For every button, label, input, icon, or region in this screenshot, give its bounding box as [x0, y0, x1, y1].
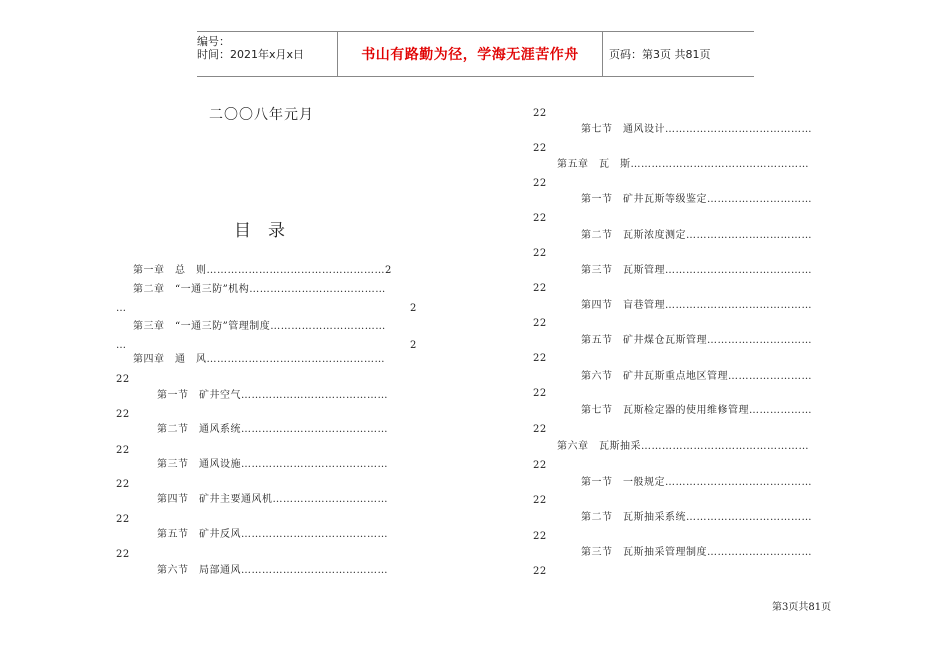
toc-page-number: 22 — [533, 283, 547, 294]
toc-entry: 第七节 瓦斯检定器的使用维修管理……………… — [581, 405, 812, 416]
header-page-label: 页码：第3页 共81页 — [609, 48, 711, 61]
document-date: 二〇〇八年元月 — [209, 107, 314, 123]
toc-page-number: 22 — [116, 514, 130, 525]
page-footer: 第3页共81页 — [772, 602, 832, 613]
toc-title: 目 录 — [234, 221, 285, 241]
toc-page-number: 22 — [116, 409, 130, 420]
page-header — [197, 31, 754, 77]
toc-entry: 第四节 矿井主要通风机…………………………… — [157, 494, 388, 505]
toc-entry: 第一节 矿井瓦斯等级鉴定………………………… — [581, 194, 812, 205]
toc-entry: 第三节 通风设施…………………………………… — [157, 459, 388, 470]
toc-page-number: 22 — [533, 178, 547, 189]
toc-entry: 第五节 矿井煤仓瓦斯管理………………………… — [581, 335, 812, 346]
toc-page-number: 22 — [533, 213, 547, 224]
toc-page-number: 22 — [533, 248, 547, 259]
toc-entry: 第一章 总 则……………………………………………2 — [133, 265, 392, 276]
toc-page-number: 2 — [410, 340, 417, 351]
header-motto: 书山有路勤为径，学海无涯苦作舟 — [337, 32, 603, 76]
toc-page-number: 22 — [116, 445, 130, 456]
toc-page-number: 22 — [533, 388, 547, 399]
toc-entry: 第二节 通风系统…………………………………… — [157, 424, 388, 435]
toc-entry: 第六节 矿井瓦斯重点地区管理…………………… — [581, 371, 812, 382]
toc-page-number: 22 — [533, 424, 547, 435]
toc-page-number: 22 — [533, 353, 547, 364]
toc-page-number: 22 — [533, 318, 547, 329]
toc-entry: 第六节 局部通风…………………………………… — [157, 565, 388, 576]
toc-entry: 第五节 矿井反风…………………………………… — [157, 529, 388, 540]
toc-page-number: 22 — [533, 495, 547, 506]
toc-page-number: 22 — [533, 143, 547, 154]
toc-entry: 第二节 瓦斯浓度测定……………………………… — [581, 230, 812, 241]
toc-page-number: 22 — [533, 460, 547, 471]
time-label: 时间：2021年x月x日 — [197, 48, 305, 61]
toc-page-number: … — [116, 340, 127, 351]
toc-entry: 第三章 “一通三防”管理制度…………………………… — [133, 321, 386, 332]
toc-entry: 第五章 瓦 斯…………………………………………… — [557, 159, 809, 170]
number-label: 编号： — [197, 35, 230, 48]
toc-page-number: 22 — [116, 479, 130, 490]
toc-entry: 第七节 通风设计…………………………………… — [581, 124, 812, 135]
toc-entry: 第三节 瓦斯抽采管理制度………………………… — [581, 547, 812, 558]
toc-entry: 第二章 “一通三防”机构………………………………… — [133, 284, 386, 295]
toc-page-number: … — [116, 303, 127, 314]
toc-page-number: 2 — [410, 303, 417, 314]
toc-entry: 第六章 瓦斯抽采………………………………………… — [557, 441, 809, 452]
toc-page-number: 22 — [533, 566, 547, 577]
toc-entry: 第一节 矿井空气…………………………………… — [157, 390, 388, 401]
toc-page-number: 22 — [116, 374, 130, 385]
toc-entry: 第一节 一般规定…………………………………… — [581, 477, 812, 488]
toc-page-number: 22 — [533, 108, 547, 119]
toc-entry: 第二节 瓦斯抽采系统……………………………… — [581, 512, 812, 523]
toc-entry: 第四节 盲巷管理…………………………………… — [581, 300, 812, 311]
toc-entry: 第三节 瓦斯管理…………………………………… — [581, 265, 812, 276]
toc-page-number: 22 — [533, 531, 547, 542]
header-meta — [197, 32, 337, 79]
toc-entry: 第四章 通 风…………………………………………… — [133, 354, 385, 365]
toc-page-number: 22 — [116, 549, 130, 560]
